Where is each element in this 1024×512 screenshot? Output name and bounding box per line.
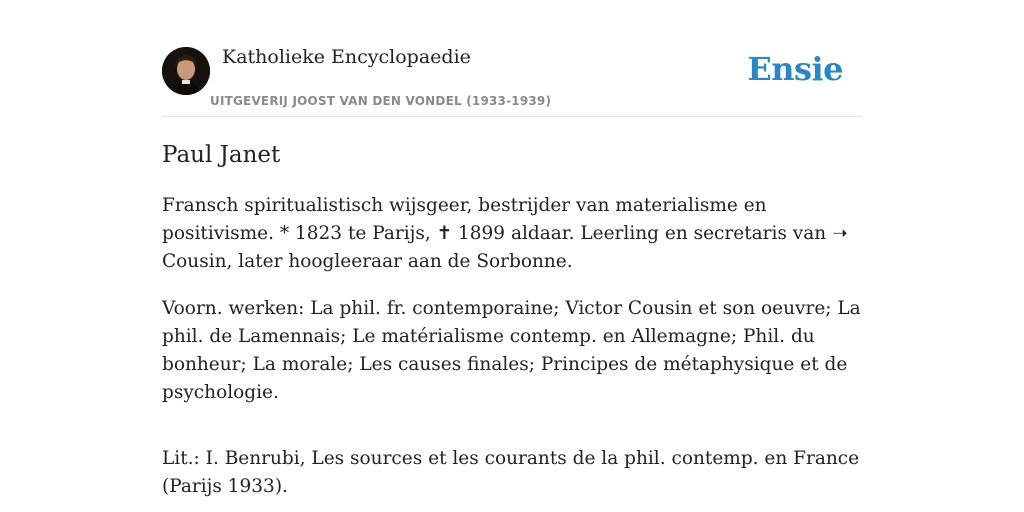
ensie-logo[interactable]: Ensie [747, 50, 843, 88]
article [162, 140, 862, 512]
publication-subtitle: UITGEVERIJ JOOST VAN DEN VONDEL (1933-1939) [210, 94, 552, 108]
site-header [162, 44, 862, 117]
portrait-icon [162, 47, 210, 95]
article-paragraph-works: Voorn. werken: La phil. fr. contemporaine; Victor Cousin et son oeuvre; La phil. de Lamennais; Le matérialisme contemp. en Allemagne; Phil. du bonheur; La morale; Les causes finales; Principes de métaphysique et de psychologie. [162, 298, 861, 403]
article-paragraph-intro: Fransch spiritualistisch wijsgeer, bestrijder van materialisme en positivisme. * 1823 te Parijs, ✝ 1899 aldaar. Leerling en secretaris van ➝ Cousin, later hoogleeraar aan de Sorbonne. [162, 195, 848, 272]
publication-title[interactable]: Katholieke Encyclopaedie [222, 46, 471, 68]
publication-avatar[interactable] [162, 47, 210, 95]
article-title: Paul Janet [162, 142, 281, 168]
article-paragraph-literature: Lit.: I. Benrubi, Les sources et les courants de la phil. contemp. en France (Parijs 1933). [162, 448, 860, 497]
